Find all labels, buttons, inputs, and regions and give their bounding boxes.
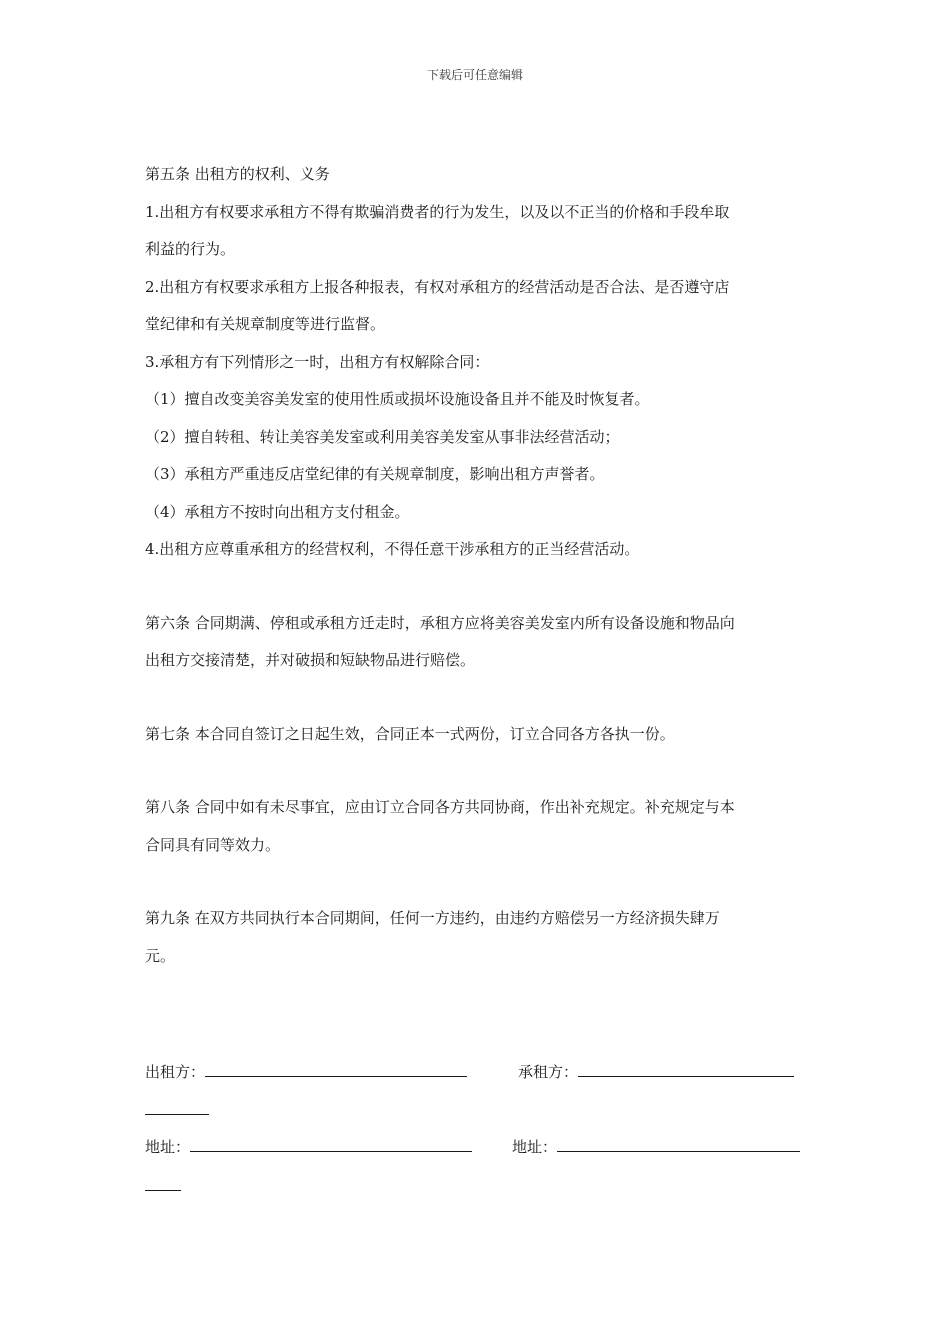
lessee-address-blank[interactable] [557,1135,800,1152]
article-5-line: 堂纪律和有关规章制度等进行监督。 [145,315,386,333]
lessee-label: 承租方： [518,1063,579,1081]
article-6-line: 出租方交接清楚，并对破损和短缺物品进行赔偿。 [145,651,476,669]
article-5-line: 4.出租方应尊重承租方的经营权利，不得任意干涉承租方的正当经营活动。 [145,540,640,558]
lessee-signature [518,1060,794,1082]
lessee-address-continuation [145,1174,181,1195]
lessor-label: 出租方： [145,1063,206,1081]
address-label-left: 地址： [145,1138,191,1156]
article-5-line: 2.出租方有权要求承租方上报各种报表，有权对承租方的经营活动是否合法、是否遵守店 [145,277,730,296]
article-5-line: （1）擅自改变美容美发室的使用性质或损坏设施设备且并不能及时恢复者。 [145,390,650,408]
article-8-line: 第八条 合同中如有未尽事宜，应由订立合同各方共同协商，作出补充规定。补充规定与本 [145,798,735,816]
article-5-title: 第五条 出租方的权利、义务 [145,165,330,183]
article-7-line: 第七条 本合同自签订之日起生效，合同正本一式两份，订立合同各方各执一份。 [145,724,675,743]
lessor-address-blank[interactable] [190,1135,472,1152]
contract-body [145,160,810,979]
lessee-address-blank-wrap[interactable] [145,1174,181,1191]
lessee-blank[interactable] [578,1060,794,1077]
article-5-line: （3）承租方严重违反店堂纪律的有关规章制度，影响出租方声誉者。 [145,465,605,483]
article-5-line: （4）承租方不按时向出租方支付租金。 [145,502,410,521]
page-header: 下载后可任意编辑 [426,68,523,82]
lessee-blank-wrap[interactable] [145,1098,209,1115]
article-8-line: 合同具有同等效力。 [145,835,281,854]
article-5-line: 利益的行为。 [145,240,236,258]
article-6-line: 第六条 合同期满、停租或承租方迁走时，承租方应将美容美发室内所有设备设施和物品向 [145,613,735,632]
lessor-blank[interactable] [205,1060,467,1077]
lessee-blank-continuation [145,1098,209,1119]
article-5-line: 3.承租方有下列情形之一时，出租方有权解除合同： [145,352,490,371]
article-9-line: 元。 [145,946,176,965]
lessor-signature [145,1060,467,1082]
article-5-line: （2）擅自转租、转让美容美发室或利用美容美发室从事非法经营活动； [145,427,620,446]
address-label-right: 地址： [512,1138,558,1156]
lessee-address [512,1135,800,1157]
article-9-line: 第九条 在双方共同执行本合同期间，任何一方违约，由违约方赔偿另一方经济损失肆万 [145,909,720,927]
article-5-line: 1.出租方有权要求承租方不得有欺骗消费者的行为发生，以及以不正当的价格和手段牟取 [145,202,730,221]
lessor-address [145,1135,472,1157]
